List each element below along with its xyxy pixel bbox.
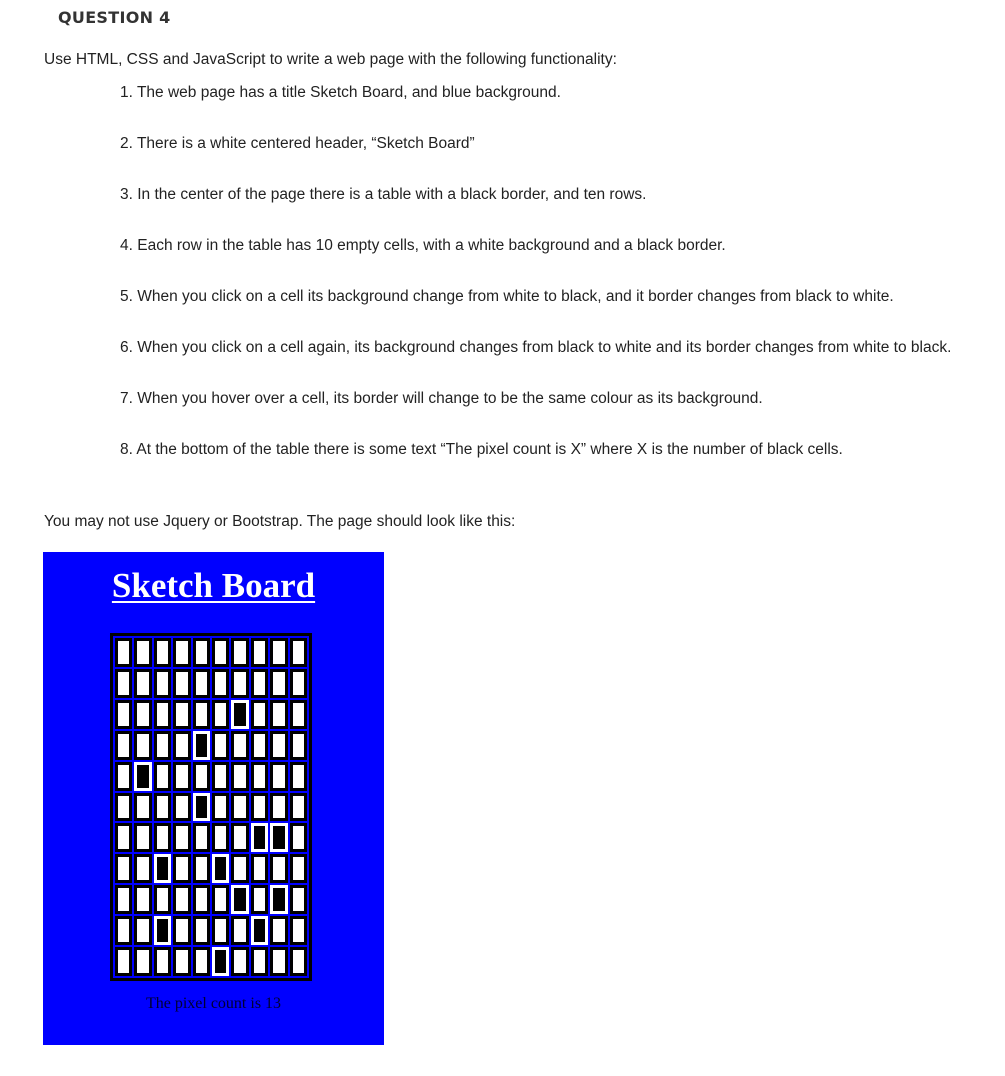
board-row [115,700,307,729]
board-cell[interactable] [173,916,190,945]
requirement-item: 6. When you click on a cell again, its background changes from black to white and its border changes from white to black. [120,339,952,356]
board-cell[interactable] [251,762,268,791]
board-cell[interactable] [212,700,229,729]
board-cell[interactable] [290,885,307,914]
board-cell[interactable] [193,854,210,883]
board-cell[interactable] [251,638,268,667]
board-cell[interactable] [251,731,268,760]
board-cell[interactable] [134,762,151,791]
board-cell[interactable] [270,762,287,791]
requirement-item: 2. There is a white centered header, “Sketch Board” [120,135,475,152]
board-cell[interactable] [231,947,248,976]
board-cell[interactable] [173,700,190,729]
board-cell[interactable] [115,885,132,914]
board-cell[interactable] [270,823,287,852]
requirement-item: 5. When you click on a cell its background change from white to black, and it border changes from black to white. [120,288,894,305]
board-cell[interactable] [173,947,190,976]
board-cell[interactable] [154,700,171,729]
board-cell[interactable] [270,885,287,914]
board-cell[interactable] [212,823,229,852]
requirement-item: 4. Each row in the table has 10 empty cells, with a white background and a black border. [120,237,726,254]
board-cell[interactable] [173,669,190,698]
board-row [115,731,307,760]
board-cell[interactable] [231,854,248,883]
board-cell[interactable] [251,947,268,976]
board-cell[interactable] [193,947,210,976]
board-row [115,947,307,976]
board-cell[interactable] [134,823,151,852]
board-cell[interactable] [212,731,229,760]
board-cell[interactable] [115,762,132,791]
board-cell[interactable] [290,700,307,729]
board-cell[interactable] [212,916,229,945]
board-cell[interactable] [154,854,171,883]
board-row [115,762,307,791]
board-cell[interactable] [173,731,190,760]
board-cell[interactable] [115,793,132,822]
board-cell[interactable] [212,669,229,698]
board-cell[interactable] [173,638,190,667]
board-cell[interactable] [290,793,307,822]
board-row [115,916,307,945]
board-cell[interactable] [290,762,307,791]
board-cell[interactable] [154,823,171,852]
board-cell[interactable] [173,823,190,852]
board-cell[interactable] [270,916,287,945]
board-cell[interactable] [270,700,287,729]
board-cell[interactable] [251,700,268,729]
board-cell[interactable] [270,638,287,667]
board-row [115,854,307,883]
board-cell[interactable] [193,731,210,760]
board-cell[interactable] [231,793,248,822]
board-cell[interactable] [134,669,151,698]
board-cell[interactable] [290,947,307,976]
board-row [115,823,307,852]
board-cell[interactable] [251,793,268,822]
board-cell[interactable] [134,793,151,822]
board-cell[interactable] [212,793,229,822]
sketch-board-heading: Sketch Board [111,566,316,605]
question-title: QUESTION 4 [58,8,171,27]
board-cell[interactable] [231,885,248,914]
board-cell[interactable] [290,731,307,760]
board-cell[interactable] [290,669,307,698]
sketch-board-table [110,633,312,981]
board-cell[interactable] [290,638,307,667]
board-cell[interactable] [231,762,248,791]
board-cell[interactable] [115,638,132,667]
board-cell[interactable] [134,638,151,667]
board-cell[interactable] [134,731,151,760]
board-cell[interactable] [212,947,229,976]
board-cell[interactable] [270,947,287,976]
requirement-item: 3. In the center of the page there is a table with a black border, and ten rows. [120,186,647,203]
board-cell[interactable] [212,762,229,791]
requirements-list [120,84,951,492]
restriction-note: You may not use Jquery or Bootstrap. The page should look like this: [44,513,516,530]
board-cell[interactable] [115,731,132,760]
board-cell[interactable] [270,731,287,760]
board-cell[interactable] [193,762,210,791]
sketch-board-preview [43,552,384,1045]
board-cell[interactable] [212,854,229,883]
board-cell[interactable] [134,854,151,883]
board-cell[interactable] [231,669,248,698]
board-cell[interactable] [115,916,132,945]
board-cell[interactable] [115,947,132,976]
board-cell[interactable] [270,854,287,883]
board-cell[interactable] [231,638,248,667]
board-cell[interactable] [193,638,210,667]
requirement-item: 1. The web page has a title Sketch Board, and blue background. [120,84,561,101]
board-cell[interactable] [251,823,268,852]
board-cell[interactable] [134,885,151,914]
board-cell[interactable] [193,823,210,852]
board-cell[interactable] [231,700,248,729]
board-cell[interactable] [173,885,190,914]
board-cell[interactable] [290,823,307,852]
board-row [115,885,307,914]
board-cell[interactable] [134,947,151,976]
board-cell[interactable] [134,700,151,729]
board-row [115,793,307,822]
board-cell[interactable] [290,854,307,883]
board-cell[interactable] [212,885,229,914]
board-cell[interactable] [115,669,132,698]
board-cell[interactable] [270,793,287,822]
board-cell[interactable] [154,885,171,914]
board-cell[interactable] [231,731,248,760]
board-cell[interactable] [251,854,268,883]
board-cell[interactable] [173,854,190,883]
board-cell[interactable] [154,793,171,822]
board-cell[interactable] [193,669,210,698]
board-cell[interactable] [193,793,210,822]
board-cell[interactable] [115,823,132,852]
question-intro: Use HTML, CSS and JavaScript to write a web page with the following functionality: [44,51,617,68]
board-cell[interactable] [154,947,171,976]
requirement-item: 8. At the bottom of the table there is some text “The pixel count is X” where X is the number of black cells. [120,441,843,458]
board-cell[interactable] [115,700,132,729]
board-cell[interactable] [154,669,171,698]
board-cell[interactable] [154,638,171,667]
board-cell[interactable] [251,885,268,914]
board-cell[interactable] [154,731,171,760]
board-cell[interactable] [270,669,287,698]
board-cell[interactable] [115,854,132,883]
board-cell[interactable] [193,700,210,729]
board-cell[interactable] [251,916,268,945]
board-cell[interactable] [251,669,268,698]
board-cell[interactable] [231,916,248,945]
requirement-item: 7. When you hover over a cell, its border will change to be the same colour as its background. [120,390,763,407]
board-cell[interactable] [193,916,210,945]
board-cell[interactable] [173,762,190,791]
board-cell[interactable] [193,885,210,914]
board-cell[interactable] [154,916,171,945]
board-cell[interactable] [134,916,151,945]
pixel-count-text: The pixel count is 13 [145,995,282,1012]
board-cell[interactable] [290,916,307,945]
board-cell[interactable] [231,823,248,852]
board-row [115,669,307,698]
board-cell[interactable] [154,762,171,791]
board-cell[interactable] [173,793,190,822]
board-cell[interactable] [212,638,229,667]
board-row [115,638,307,667]
